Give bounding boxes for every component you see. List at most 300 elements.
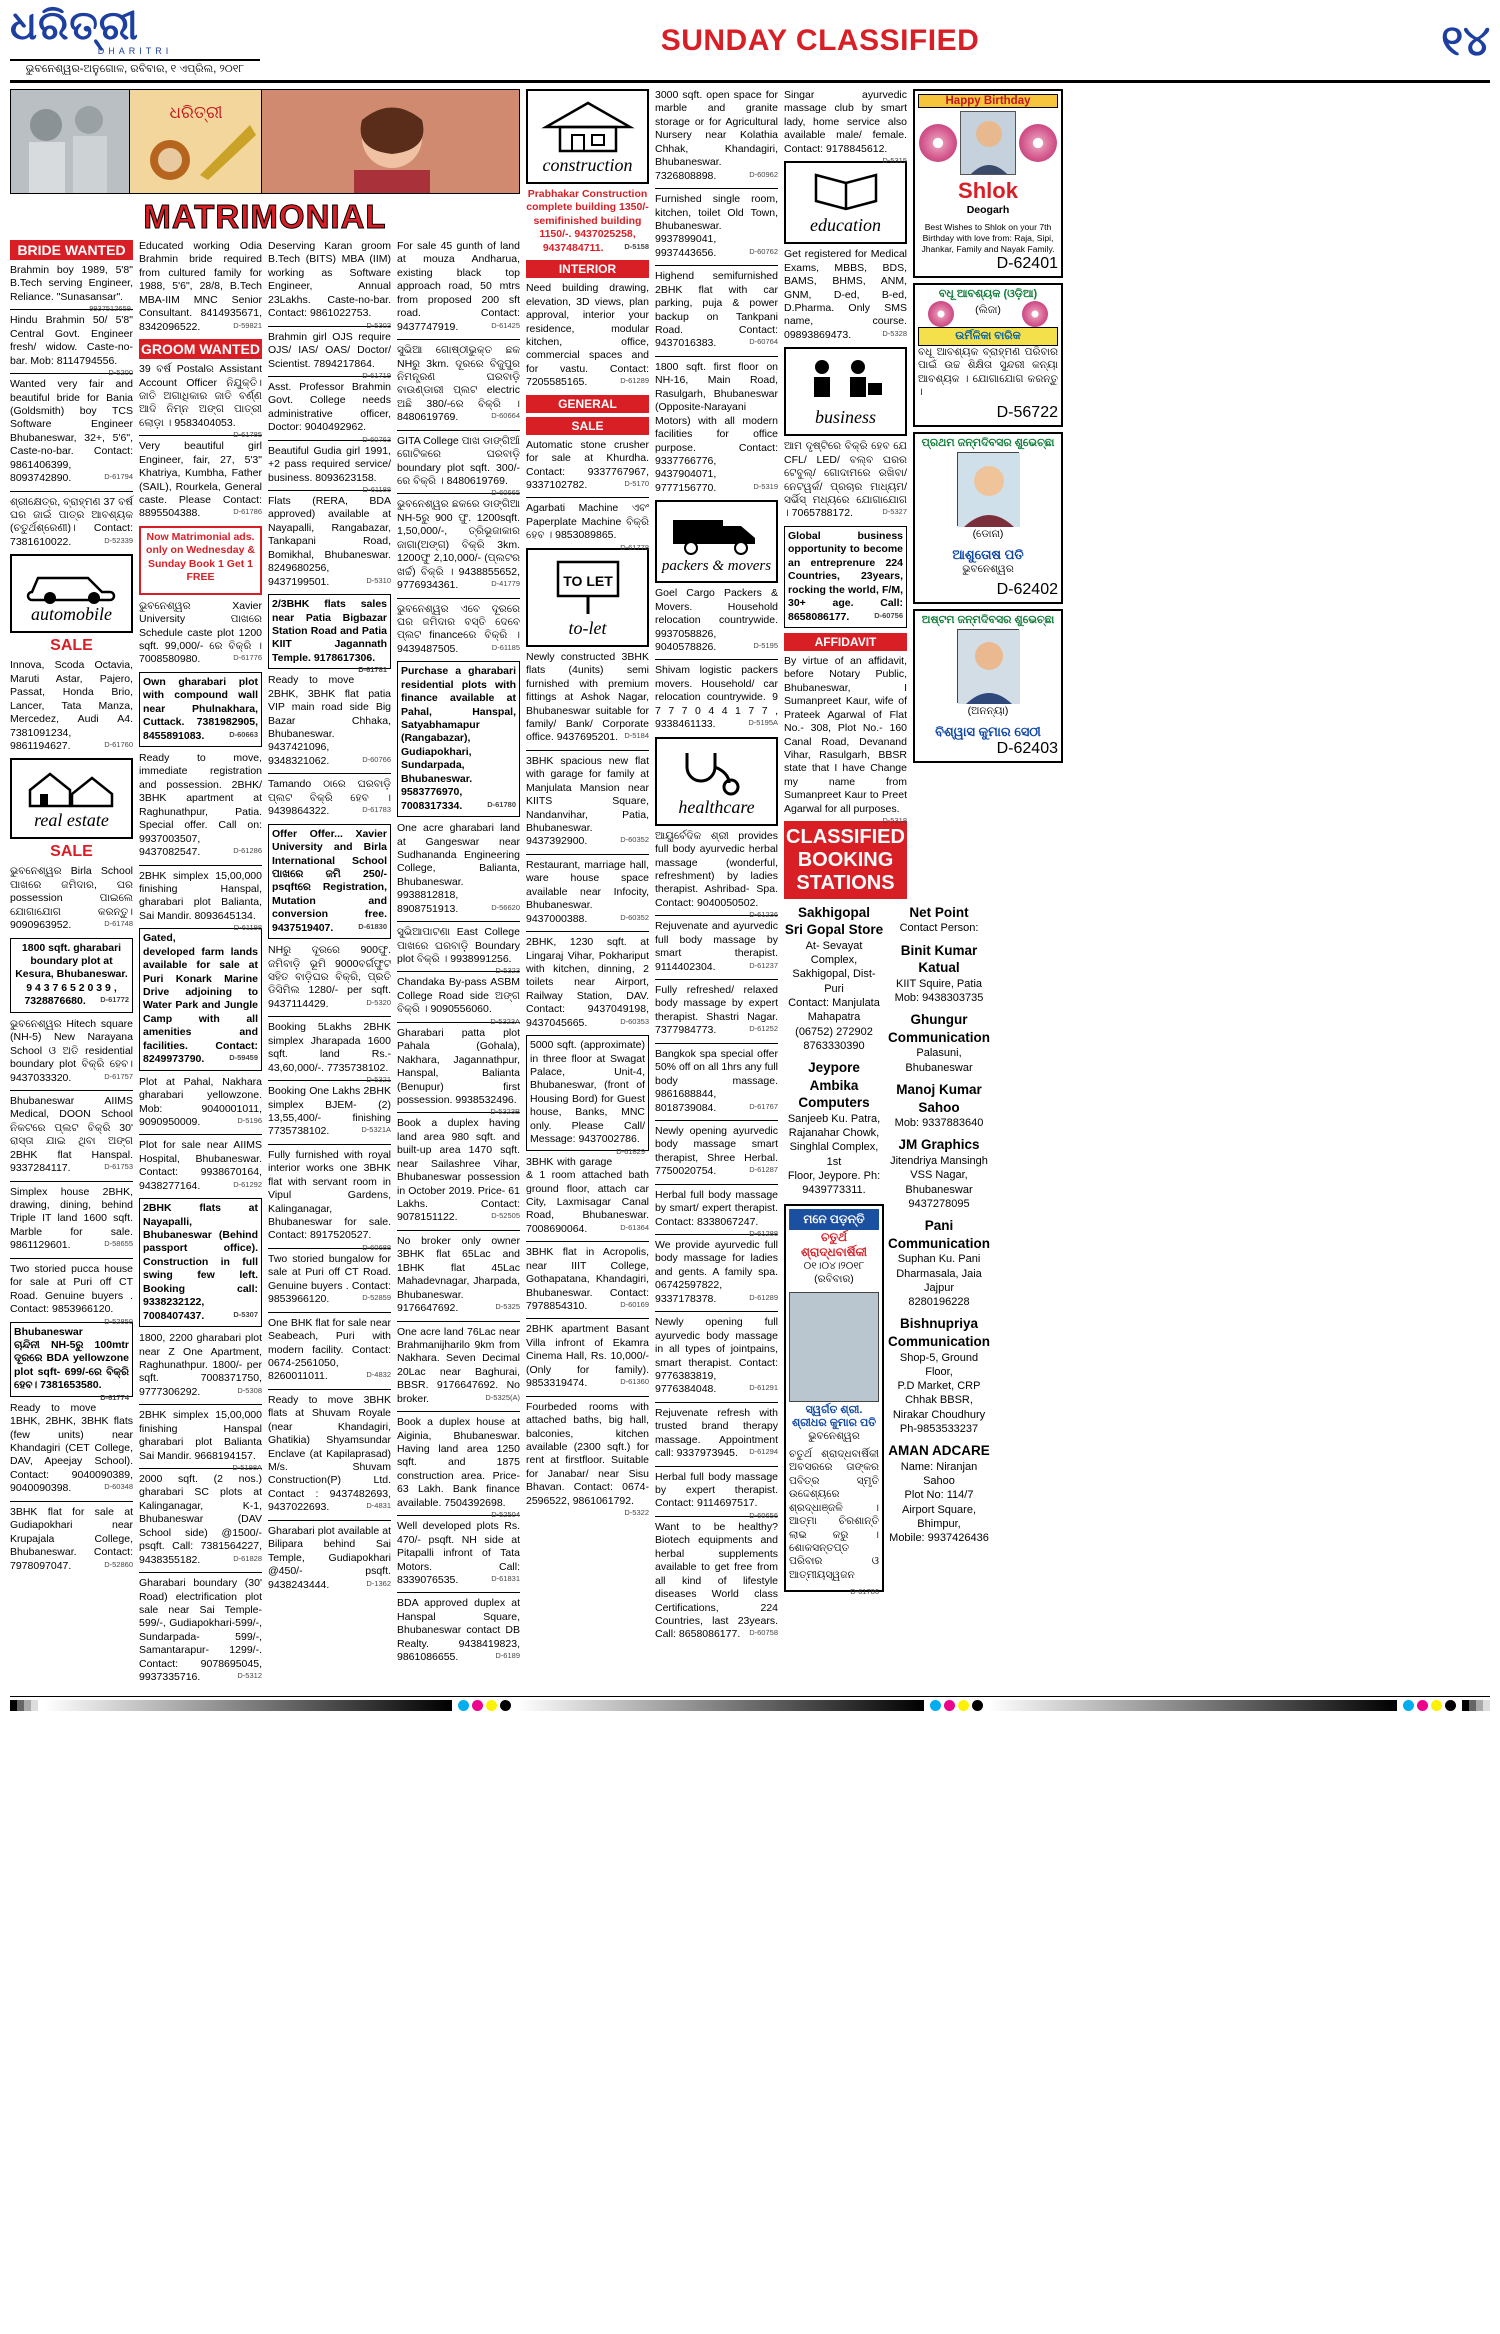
ad-item bbox=[10, 1095, 133, 1176]
ad-text: ଭୁବନେଶ୍ୱର ଏବେ ଦୂରରେ ଘର ଜମିଦାର ବସ୍ତି ଦେବେ ପ୍ଲଟ financeରେ ବିକ୍ରି । 9439487505. bbox=[397, 602, 520, 655]
station-name: Bishnupriya Communication bbox=[888, 1316, 991, 1349]
ad-text: 3BHK flat in Acropolis, near IIIT College, Gothapatana, Khandagiri, Bhubaneswar. Contact: 7978854310. bbox=[526, 1246, 649, 1312]
ad-text: One acre land 76Lac near Brahmanijharilo 9km from Nakhara. Seven Decimal 20Lac near Baghurai, BBSR. 9176647692. No broker. bbox=[397, 1325, 520, 1405]
station-line: Suphan Ku. Pani bbox=[897, 1253, 981, 1266]
ad-item bbox=[397, 1520, 520, 1587]
ad-code: D-5323A bbox=[490, 1016, 520, 1026]
ad-item bbox=[655, 829, 778, 920]
station-line: 8280196228 bbox=[908, 1296, 970, 1309]
bride-wanted-display-ad bbox=[913, 283, 1063, 428]
ad-code: D-60348 bbox=[104, 1482, 133, 1492]
education-label: education bbox=[810, 215, 881, 236]
ad-code: D-5319 bbox=[753, 481, 778, 491]
cmyk-dots-2 bbox=[930, 1700, 983, 1711]
ad-item bbox=[397, 1416, 520, 1520]
ad-item bbox=[268, 380, 391, 444]
ad-text: Ready to move 2BHK, 3BHK flat patia VIP main road side Big Bazar Chhaka, Bhubaneswar. 9437421096, 9348321062. bbox=[268, 674, 391, 767]
column-2 bbox=[139, 240, 262, 1690]
ad-subtitle: (ଡୋନା) bbox=[972, 528, 1004, 541]
ad-text: Ready to move, immediate registration and possession. 2BHK/ 3BHK apartment at Raghunathpur, Patia. Special offer. Call on: 9937003507, 9437082547. bbox=[139, 752, 262, 859]
ad-item bbox=[10, 314, 133, 378]
ad-subtitle: (ଅନନ୍ୟା) bbox=[967, 705, 1009, 718]
ad-text: ସୁଭିଆପାଟଣା East College ପାଖରେ ଘରବାଡ଼ି Boundary plot ବିକ୍ରି । 9938991256. bbox=[397, 926, 520, 965]
ad-text: ଭୁବନେଶ୍ୱର Hitech square (NH-5) New Narayana School ଓ ଅତି residential boundary plot ବିକ୍ରି ହେବ। 9437033320. bbox=[10, 1017, 133, 1084]
ad-text: Prabhakar Construction complete building 1350/- semifinished building 1150/-. 9437025258, 9437484711. bbox=[526, 188, 649, 254]
ad-code: D-61237 bbox=[749, 960, 778, 970]
ad-item bbox=[139, 240, 262, 334]
ad-item bbox=[10, 496, 133, 550]
matrimonial-promo bbox=[139, 526, 262, 595]
ad-code: D-52505 bbox=[491, 1211, 520, 1221]
ad-code: D-60766 bbox=[362, 754, 391, 764]
ad-code: D-60169 bbox=[620, 1300, 649, 1309]
birthday-message: Best Wishes to Shlok on your 7th Birthday with love from: Raja, Sipi, Jhankar, Family and Nayak Family. bbox=[921, 222, 1055, 254]
station-line: Dharmasala, Jaia bbox=[896, 1267, 982, 1280]
ad-item bbox=[526, 859, 649, 926]
ad-text: ଆୟୁର୍ବେଦିକ ଶ୍ରୀ provides full body ayurvedic herbal massage (wonderful, refreshment) by ladies therapist. Ashribad- Spa. Contact: 9040050502. bbox=[655, 829, 778, 909]
ad-text: Brahmin girl OJS require OJS/ IAS/ OAS/ Doctor/ Scientist. 7894217864. bbox=[268, 330, 391, 370]
ad-text: Furnished single room, kitchen, toilet Old Town, Bhubaneswar. 9937899041, 9937443656. bbox=[655, 193, 778, 259]
ad-code: D-5303 bbox=[366, 320, 391, 330]
ad-text: Hindu Brahmin 50/ 5'8" Central Govt. Engineer fresh/ widow. Caste-no-bar. Mob: 8114794556. bbox=[10, 314, 133, 367]
ad-code: D-5195 bbox=[753, 641, 778, 650]
ad-item-boxed bbox=[784, 526, 907, 628]
gradient-strip-1 bbox=[44, 1700, 452, 1711]
ad-text: Shivam logistic packers movers. Household/ car relocation countrywide. 9 7 7 7 0 4 4 1 7 7 , 9338461133. bbox=[655, 664, 778, 731]
ad-item bbox=[655, 270, 778, 351]
ad-text: Two storied pucca house for sale at Puri off CT Road. Genuine buyers . Contact: 9853966120. bbox=[10, 1262, 133, 1316]
ad-item bbox=[526, 1323, 649, 1390]
ad-text: ଭୁବନେଶ୍ୱର Birla School ପାଖରେ ଜମିଦାର, ଘର possession ପାଇଲେ ଯୋଗାଯୋଗ କରନ୍ତୁ। 9090963952. bbox=[10, 865, 133, 932]
section-interior: INTERIOR bbox=[526, 260, 649, 278]
ad-code: D-5308 bbox=[237, 1385, 262, 1395]
real-estate-section-icon bbox=[10, 758, 133, 839]
ad-text: Get registered for Medical Exams, MBBS, BDS, BAMS, BHMS, ANM, GNM, D-ed, B-ed, D.Pharma. Only SMS name, course. 09893869473. bbox=[784, 248, 907, 341]
banner-photo-bride bbox=[261, 90, 519, 193]
ad-item-boxed bbox=[526, 1035, 649, 1156]
station-line: Palasuni, Bhubaneswar bbox=[905, 1047, 973, 1074]
ad-text: Fourbeded rooms with attached baths, big hall, balconies, kitchen available (2300 sqft.) for rent at firstfloor. Suitable for Janabar/ near Sisu Bhavan. Contact: 0674-2596522, 9861061792. bbox=[526, 1400, 649, 1507]
packers-label: packers & movers bbox=[661, 558, 772, 575]
ad-code: D-56722 bbox=[996, 404, 1058, 422]
ad-code: D-61198 bbox=[233, 923, 262, 933]
birthday-place: Deogarh bbox=[966, 204, 1010, 216]
ad-text: Gharabari patta plot Pahala (Gohala), Nakhara, Jagannathpur, Hanspal, Balianta (Benupur) first possession. 9938532496. bbox=[397, 1026, 520, 1106]
ad-item bbox=[655, 89, 778, 183]
ad-code: D-60764 bbox=[749, 337, 778, 347]
cmyk-dots-1 bbox=[458, 1700, 511, 1711]
ad-code: D-61767 bbox=[749, 1101, 778, 1111]
ad-text: We provide ayurvedic full body massage for ladies and gents. A family spa. 06742597822, 9337178378. bbox=[655, 1239, 778, 1305]
ad-text: Highend semifurnished 2BHK flat with car parking, puja & power backup on Tankpani Road. Contact: 9437016383. bbox=[655, 270, 778, 350]
ad-text: 3BHK with garage & 1 room attached bath ground floor, attach car City, Laxmisagar Canal Road, Bhubaneswar. 7008690064. bbox=[526, 1155, 649, 1235]
ad-item bbox=[268, 1085, 391, 1139]
ad-item bbox=[526, 755, 649, 849]
ad-code: D-60763 bbox=[362, 434, 391, 444]
print-registration-footer bbox=[10, 1696, 1490, 1711]
ad-text: Newly opening full ayurvedic body massage in all types of jointpains, smart therapist. Contact: 9776383819, 9776384048. bbox=[655, 1316, 778, 1396]
ad-text: 3000 sqft. open space for marble and granite storage or for Agricultural Nursery near Kolathia Chhak, Khandagiri, Bhubaneswar. 7326808898. bbox=[655, 89, 778, 182]
ad-item-boxed bbox=[397, 661, 520, 817]
station-line: Mob: 9337883640 bbox=[894, 1117, 984, 1130]
station-line: 8763330390 bbox=[803, 1039, 865, 1052]
ad-item bbox=[784, 654, 907, 826]
ad-text: Educated working Odia Brahmin bride required from cultured family for 1988, 5'6", 28/8, B.Tech MBA-IIM MNC Senior Consultant. 8414935671, 8342096522. bbox=[139, 240, 262, 333]
automobile-section-icon bbox=[10, 554, 133, 633]
ad-text: BDA approved duplex at Hanspal Square, Bhubaneswar contact DB Realty. 9438419823, 9861086655. bbox=[397, 1597, 520, 1664]
station-line: (06752) 272902 bbox=[795, 1025, 873, 1038]
ad-text: Plot for sale near AIIMS Hospital, Bhubaneswar. Contact: 9938670164, 9438277164. bbox=[139, 1139, 262, 1192]
ad-title: ପ୍ରଥମ ଜନ୍ମଦିବସର ଶୁଭେଚ୍ଛା bbox=[921, 437, 1055, 450]
column-3 bbox=[268, 240, 391, 1690]
svg-text:TO LET: TO LET bbox=[562, 572, 613, 589]
station-line: Sanjeeb Ku. Patra, bbox=[787, 1112, 881, 1125]
ad-code: D-5158 bbox=[624, 241, 649, 251]
ad-code: D-61185 bbox=[491, 642, 520, 652]
ad-text: 3BHK spacious new flat with garage for family at Manjulata Mansion near KIITS Square, Nandanvihar, Patia, Bhubaneswar. 9437392900. bbox=[526, 754, 649, 848]
ad-text: 2BHK apartment Basant Villa infront of Ekamra Cinema Hall, Rs. 10,000/- (Only for family). 9853319474. bbox=[526, 1323, 649, 1390]
ad-text: Gharabari plot available at Bilipara behind Sai Temple, Gudiapokhari @450/- psqft. 9438243444. bbox=[268, 1524, 391, 1591]
ad-code: D-61776 bbox=[233, 653, 262, 663]
classified-grid bbox=[10, 89, 1490, 1690]
ad-item bbox=[526, 936, 649, 1030]
ad-code: D-5318 bbox=[882, 816, 907, 826]
ad-text: Herbal full body massage by smart/ expert therapist. Contact: 8338067247. bbox=[655, 1188, 778, 1228]
booking-line-1: CLASSIFIED bbox=[786, 825, 905, 848]
section-affidavit: AFFIDAVIT bbox=[784, 633, 907, 651]
station-line: Rajanahar Chowk, bbox=[788, 1127, 880, 1140]
ad-text: Want to be healthy? Biotech equipments and herbal supplements available to get free from all kind of lifestyle diseases World class Certifications, 224 Countries, last 23years. Call: 8658086177. bbox=[655, 1520, 778, 1641]
ad-code: D-52860 bbox=[104, 1559, 133, 1569]
ad-text: Newly constructed 3BHK flats (4units) semi furnished with premium fittings at Ashok Nagar, Bhubaneswar suitable for family/ Bank/ Corporate office. 9437695201. bbox=[526, 650, 649, 744]
ad-code: D-5320 bbox=[366, 997, 391, 1007]
ad-text: 2BHK, 1230 sqft. at Lingaraj Vihar, Pokhariput with kitchen, dinning, 2 toilets near Airport, Railway Station, DAV. Contact: 9437049198, 9437045665. bbox=[526, 936, 649, 1029]
ad-item bbox=[268, 944, 391, 1011]
ad-text: Own gharabari plot with compound wall near Phulnakhara, Cuttack. 7381982905, 8455891083. bbox=[143, 675, 258, 742]
station-line: 9439773311. bbox=[802, 1184, 866, 1197]
ad-item bbox=[139, 1076, 262, 1130]
ad-text: Wanted very fair and beautiful bride for Bania (Goldsmith) boy TCS Software Engineer Bhubaneswar, 32+, 5'6", Caste-no-bar. Contact: 9861406399, 8093742890. bbox=[10, 378, 133, 485]
ad-text: Bhubaneswar AIIMS Medical, DOON School ନିକଟରେ ପ୍ଲଟ ବିକ୍ରି 30' ରାସ୍ତା ଯାଇ ଥିବା ଅଙ୍ଗ 2BHK flat Hanspal. 9337284117. bbox=[10, 1094, 133, 1175]
ad-item bbox=[655, 1125, 778, 1179]
station-name: Ghungur Communication bbox=[888, 1012, 991, 1045]
ad-item bbox=[526, 1156, 649, 1237]
ad-text: Singar ayurvedic massage club by smart lady, home service also available male/ female. Contact: 9178845612. bbox=[784, 89, 907, 155]
right-rail bbox=[913, 89, 1063, 1690]
ad-code: D-4832 bbox=[366, 1370, 391, 1380]
ad-item bbox=[397, 1597, 520, 1664]
ad-code: D-5184 bbox=[624, 731, 649, 741]
station-name: Net Point bbox=[909, 904, 969, 920]
ad-code: D-6189 bbox=[495, 1651, 520, 1661]
ad-code: D-61748 bbox=[104, 919, 133, 929]
ad-code: D-5310 bbox=[366, 575, 391, 585]
banner-photo-instruments bbox=[129, 90, 261, 193]
ad-code: D-60352 bbox=[620, 835, 649, 845]
ad-code: D-5325(A) bbox=[485, 1392, 520, 1402]
first-birthday-ad bbox=[913, 432, 1063, 604]
section-bride-wanted: BRIDE WANTED bbox=[10, 240, 133, 260]
ad-text: Flats (RERA, BDA approved) available at Nayapalli, Rangabazar, Tankapani Road, Bomikhal, Bhubaneswar. 8249680256, 9437199501. bbox=[268, 495, 391, 588]
sale-label: SALE bbox=[50, 637, 93, 655]
ad-item bbox=[139, 363, 262, 440]
ad-item bbox=[268, 1021, 391, 1085]
flower-decoration-icon bbox=[1019, 124, 1057, 162]
ad-item bbox=[268, 1525, 391, 1592]
ad-text: Global business opportunity to become an entreprenure 224 Countries, 23years, rocking the world, F/M, 30+ age. Call: 8658086177. bbox=[788, 529, 903, 623]
ad-text: Rejuvenate and ayurvedic full body massage by smart therapist. 9114402304. bbox=[655, 920, 778, 973]
station-name: Pani Communication bbox=[888, 1218, 991, 1251]
ad-item bbox=[526, 282, 649, 390]
ad-text: 2BHK flats at Nayapalli, Bhubaneswar (Behind passport office). Construction in full swing few left. Booking call: 9338232122, 7008407437. bbox=[143, 1202, 258, 1322]
ad-code: D-5321A bbox=[361, 1125, 391, 1135]
ad-code: D-60762 bbox=[749, 246, 778, 256]
ad-item bbox=[655, 664, 778, 731]
ad-item-boxed bbox=[268, 824, 391, 940]
ad-text: 2BHK simplex 15,00,000 finishing Hanspal, gharabari plot Balianta, Sai Mandir. 8093645134. bbox=[139, 869, 262, 922]
ad-code: D-61286 bbox=[233, 846, 262, 856]
ad-code: D-60665 bbox=[491, 488, 520, 498]
ad-text: 1800 sqft. first floor on NH-16, Main Road, Rasulgarh, Bhubaneswar (Opposite-Narayani Motors) with all modern facilities for office purpose. Contact: 9337766776, 9437904071, 9777156770. bbox=[655, 360, 778, 494]
ad-text: By virtue of an affidavit, before Notary Public, Bhubaneswar, I Sumanpreet Kaur, wife of Prateek Agarwal of Flat No.- 308, Plot No.- 160 Canal Road, Devanand Vihar, Rasulgarh, BBSR state that I have Change my name from Sumanpreet Kaur to Preet Agarwal for all purposes. bbox=[784, 654, 907, 815]
station-line: Chhak BBSR, bbox=[905, 1394, 973, 1407]
station-line: Contact: Manjulata bbox=[788, 997, 880, 1010]
ad-code: D-5200 bbox=[108, 368, 133, 378]
station-line: Floor, Jeypore. Ph: bbox=[787, 1170, 881, 1183]
shraddha-body: ଚତୁର୍ଥ ଶ୍ରାଦ୍ଧବାର୍ଷିକୀ ଅବସରରେ ତାଙ୍କର ପବିତ୍ର ସ୍ମୃତି ଉଦ୍ଦେଶ୍ୟରେ ଶ୍ରଦ୍ଧାଞ୍ଜଳି । ଆତ୍ମା ଚିରଶାନ୍ତି ଲାଭ କରୁ । ଶୋକସନ୍ତପ୍ତ ପରିବାର ଓ ଆତ୍ମୀୟସ୍ୱଜନ bbox=[789, 1447, 879, 1581]
ad-item bbox=[268, 240, 391, 330]
shraddha-photo bbox=[789, 1292, 879, 1402]
ad-text: Very beautiful girl Engineer, fair, 27, 5'3" Khatriya, Kumbha, Father (SAIL), Rourkela, General caste. Please Contact: 8895504388. bbox=[139, 440, 262, 520]
ad-item bbox=[397, 976, 520, 1026]
ad-text: Bangkok spa special offer 50% off on all 1hrs any full body massage. 9861688844, 8018739084. bbox=[655, 1047, 778, 1114]
ad-text: ଶ୍ରୀକ୍ଷେତ୍ର, ବ୍ରାହ୍ମଣ 37 ବର୍ଷ ଘର ଜାଇଁ ପାତ୍ର ଆବଶ୍ୟକ (ଚତୁର୍ଥଶ୍ରେଣୀ)। Contact: 7381610022. bbox=[10, 495, 133, 548]
newspaper-logo bbox=[10, 6, 260, 76]
ad-item bbox=[139, 1473, 262, 1567]
ad-code: D-61292 bbox=[233, 1179, 262, 1189]
ad-code: D-52859 bbox=[362, 1293, 391, 1303]
station-line: Mahapatra bbox=[807, 1011, 861, 1024]
shraddha-name: ସ୍ୱର୍ଗତ ଶ୍ରୀ. ଶ୍ରୀଧର କୁମାର ପତି bbox=[791, 1403, 877, 1429]
ad-text: Ready to move 1BHK, 2BHK, 3BHK flats (few units) near Khandagiri (CET College, DAV, Apeejay School). Contact: 9040090389, 9040090398. bbox=[10, 1401, 133, 1495]
ad-item-boxed bbox=[10, 938, 133, 1013]
ad-text: One BHK flat for sale near Seabeach, Puri with modern facility. Contact: 0674-2561050, 8260011011. bbox=[268, 1316, 391, 1383]
ad-text: Offer Offer... Xavier University and Birla International School ପାଖରେ ଜମି 250/- psqftରେ Registration, Mutation and conversion free. 9437519407. bbox=[272, 827, 387, 934]
business-section-icon bbox=[784, 347, 907, 436]
ad-code: D-60688 bbox=[362, 1242, 391, 1252]
shraddha-subheader: ଚତୁର୍ଥ ଶ୍ରାଦ୍ଧବାର୍ଷିକୀ bbox=[800, 1229, 868, 1259]
ad-item bbox=[10, 865, 133, 932]
ad-code: D-5323 bbox=[495, 966, 520, 976]
ad-code: D-61188 bbox=[362, 485, 391, 494]
ad-name: ବିଶ୍ୱାସ କୁମାର ସେଠୀ bbox=[935, 723, 1041, 739]
ad-code: D-60664 bbox=[491, 411, 520, 421]
ad-code: D-5322 bbox=[624, 1508, 649, 1518]
ad-code: D-52339 bbox=[104, 535, 133, 545]
ad-code: D-61780 bbox=[487, 799, 516, 809]
station-line: Contact Person: bbox=[899, 922, 979, 935]
ad-item bbox=[655, 1188, 778, 1238]
ad-text: Booking 5Lakhs 2BHK simplex Jharapada 1600 sqft. land Rs.- 43,60,000/-. 7735738102. bbox=[268, 1021, 391, 1074]
ad-item bbox=[655, 587, 778, 654]
station-line: KIIT Squire, Patia bbox=[896, 977, 983, 990]
ad-text: Booking One Lakhs 2BHK simplex BJEM- (2) 13,55,400/- finishing 7735738102. bbox=[268, 1085, 391, 1138]
registration-bars-left bbox=[10, 1700, 38, 1711]
station-name: JM Graphics bbox=[898, 1137, 980, 1153]
ad-body: ବଧୂ ଆବଶ୍ୟକ ବ୍ରାହ୍ମଣ ପରିବାର ପାଇଁ ଉଚ୍ଚ ଶିକ୍ଷିତା ସୁନ୍ଦରୀ କନ୍ୟା ଆବଶ୍ୟକ । ଯୋଗାଯୋଗ କରନ୍ତୁ । bbox=[918, 345, 1058, 398]
ad-text: ଭୁବନେଶ୍ୱର ଛକରେ ଡାଙ୍ଗିଆ NH-5ରୁ 900 ଫୁ. 1200sqft. 1,50,000/-, ତ୍ରିଭୂଜାକାର ଜାଗା(ଅଙ୍ଗ) ବିକ୍ରି 3km. 1200ଫୁ 2,10,000/- (ପ୍ଲଟର ଖର୍ଚ୍ଚ) ବିକ୍ରି । 9438855652, 9776934361. bbox=[397, 498, 520, 592]
ad-code: D-61828 bbox=[233, 1553, 262, 1563]
ad-text: Tamando ଠାରେ ଘରବାଡ଼ି ପ୍ଲଟ ବିକ୍ରି ହେବ । 9439864322. bbox=[268, 778, 391, 818]
ad-text: Newly opening ayurvedic body massage smart therapist, Shree Herbal. 7750020754. bbox=[655, 1124, 778, 1178]
ad-item bbox=[397, 1326, 520, 1407]
ad-code: D-5323B bbox=[490, 1107, 520, 1117]
ad-text: 1800, 2200 gharabari plot near Z One Apartment, Raghunathpur. 1800/- per sqft. 7008371750, 9777306292. bbox=[139, 1332, 262, 1398]
ad-item bbox=[397, 1026, 520, 1117]
ad-text: 5000 sqft. (approximate) in three floor at Swagat Palace, Unit-4, Bhubaneswar, (front of Housing Bord) for Guest house, Banks, MNC only. Please Call/ Message: 9437002786. bbox=[530, 1039, 645, 1146]
ad-text: No broker only owner 3BHK flat 65Lac and 1BHK flat 45Lac Mahadevnagar, Jharpada, Bhubaneswar. 9176647692. bbox=[397, 1234, 520, 1315]
ad-code: D-61291 bbox=[749, 1383, 778, 1393]
ad-item bbox=[139, 440, 262, 521]
ad-text: Beautiful Gudia girl 1991, +2 pass required service/ business. 8093623158. bbox=[268, 444, 391, 484]
ad-code: D-60353 bbox=[620, 1016, 649, 1026]
ad-item bbox=[139, 1139, 262, 1193]
ad-item bbox=[655, 361, 778, 495]
ad-code: D-61360 bbox=[620, 1377, 649, 1387]
ad-code: D-5195A bbox=[748, 718, 778, 728]
ad-code: D-60656 bbox=[749, 1510, 778, 1520]
ad-item bbox=[655, 1521, 778, 1642]
station-line: Jajpur bbox=[924, 1281, 954, 1294]
station-line: 9437278095 bbox=[908, 1197, 970, 1210]
ad-code: D-61783 bbox=[362, 805, 391, 815]
ad-item bbox=[139, 1332, 262, 1399]
ad-text: Plot at Pahal, Nakhara gharabari yellowzone. Mob: 9040001011, 9090950009. bbox=[139, 1075, 262, 1128]
ad-code: D-5198A bbox=[232, 1463, 262, 1472]
birthday-header: Happy Birthday bbox=[918, 94, 1058, 108]
section-general-sale: SALE bbox=[526, 417, 649, 435]
booking-station bbox=[784, 1059, 884, 1197]
ad-item bbox=[397, 926, 520, 976]
station-line: Airport Square, Bhimpur, bbox=[902, 1503, 976, 1531]
ad-item-boxed bbox=[139, 672, 262, 747]
ad-code: D-61760 bbox=[104, 739, 133, 749]
ad-code: D-61287 bbox=[749, 1165, 778, 1175]
ad-code: D-5196 bbox=[237, 1115, 262, 1125]
ad-item bbox=[268, 444, 391, 494]
station-line: VSS Nagar, Bhubaneswar bbox=[905, 1169, 973, 1196]
ad-item bbox=[655, 1048, 778, 1115]
ad-code: D-1362 bbox=[366, 1578, 391, 1588]
ad-text: Need building drawing, elevation, 3D views, plan approval, interior your residence, modular kitchen, office, commercial spaces and for vastu. Contact: 7205585165. bbox=[526, 282, 649, 389]
ad-title: ଅଷ୍ଟମ ଜନ୍ମଦିବସର ଶୁଭେଚ୍ଛା bbox=[921, 614, 1055, 627]
ad-code: D-61753 bbox=[104, 1162, 133, 1172]
ad-code: D-61289 bbox=[749, 1292, 778, 1302]
ad-code: 9937512659. bbox=[89, 304, 133, 314]
column-6 bbox=[655, 89, 778, 1690]
ad-code: D-61778 bbox=[620, 542, 649, 552]
ad-item bbox=[10, 1506, 133, 1573]
ad-item bbox=[10, 264, 133, 314]
healthcare-label: healthcare bbox=[678, 796, 755, 817]
ad-text: Book a duplex having land area 980 sqft. and built-up area 1470 sqft. near Sailashree Vihar, Bhubaneswar possession in October 2019. Price- 61 Lakhs. Contact: 9078151122. bbox=[397, 1117, 520, 1224]
column-1 bbox=[10, 240, 133, 1690]
ad-text: Asst. Professor Brahmin Govt. College needs administrative officer, Doctor: 9040492962. bbox=[268, 380, 391, 434]
ad-code: D-61781 bbox=[358, 665, 387, 675]
ad-code: D-62403 bbox=[996, 739, 1058, 757]
ad-code: D-61288 bbox=[749, 1229, 778, 1238]
page-number: ୧୪ bbox=[1441, 16, 1490, 64]
column-5 bbox=[526, 89, 649, 1690]
ad-code: D-61719 bbox=[362, 370, 391, 380]
ad-item bbox=[655, 984, 778, 1038]
registration-bars-right bbox=[1462, 1700, 1490, 1711]
ad-item bbox=[268, 1148, 391, 1252]
child-photo bbox=[957, 629, 1019, 703]
ad-code: D-61785 bbox=[233, 430, 262, 440]
ad-item bbox=[655, 1407, 778, 1461]
ad-text: Gharabari boundary (30' Road) electrification plot sale near Sai Temple-599/-, Gudiapokhari-599/-, Sundarpada- 599/-, Samantarapur- 1299/-. Contact: 9078695045, 9937335716. bbox=[139, 1577, 262, 1684]
ad-code: D-59459 bbox=[229, 1053, 258, 1063]
section-groom-wanted: GROOM WANTED bbox=[141, 341, 260, 358]
ad-text: Ready to move 3BHK flats at Shuvam Royale (near Khandagiri, Ghatikia) Shyamsundar Enclave (at Kapilaprasad) M/s. Shuvam Construction(P) Ltd. Contact : 9437482693, 9437022693. bbox=[268, 1393, 391, 1514]
ad-text: Two storied bungalow for sale at Puri off CT Road. Genuine buyers . Contact: 9853966120. bbox=[268, 1252, 391, 1306]
logo-latin-text: DHARITRI bbox=[97, 46, 173, 56]
ad-name: ଉର୍ମିଳିକା ବାରିକ bbox=[918, 327, 1058, 346]
ad-code: D-60352 bbox=[620, 912, 649, 922]
station-name: Jeypore bbox=[808, 1060, 860, 1076]
station-line: Name: Niranjan Sahoo bbox=[900, 1460, 978, 1488]
ad-code: D-41779 bbox=[491, 579, 520, 589]
ad-code: D-61794 bbox=[104, 472, 133, 482]
ad-code: D-60663 bbox=[229, 729, 258, 739]
ad-item bbox=[268, 330, 391, 380]
station-line: Sakhigopal, Dist-Puri bbox=[792, 968, 876, 995]
ad-item bbox=[10, 1262, 133, 1326]
ad-subtitle: (ଲିଜା) bbox=[975, 304, 1001, 317]
ad-code: D-56620 bbox=[491, 902, 520, 912]
ad-item-boxed bbox=[139, 1198, 262, 1327]
gradient-strip-2 bbox=[517, 1700, 925, 1711]
ad-text: 39 ବର୍ଷ Postalର Assistant Account Officer ନିଯୁକ୍ତି। ଜାତି ଅଗାଧିକାର ଜାତି ବର୍ଣ୍ଣ ଆଦି ନିମ୍ନ ଅଙ୍ଗ ପାତ୍ରୀ ଲୋଡ଼ା । 9583404053. bbox=[139, 363, 262, 429]
ad-item bbox=[139, 869, 262, 933]
ad-code: D-61786 bbox=[850, 1587, 879, 1597]
ad-item bbox=[655, 920, 778, 974]
ad-code: D-5315 bbox=[882, 156, 907, 166]
ad-item bbox=[526, 1246, 649, 1313]
station-line: At- Sevayat Complex, bbox=[805, 939, 863, 967]
station-line: Shop-5, Ground Floor, bbox=[899, 1351, 979, 1378]
station-line: Plot No: 114/7 bbox=[904, 1489, 974, 1502]
ad-code: D-61425 bbox=[491, 320, 520, 330]
tolet-section-icon bbox=[526, 548, 649, 647]
ad-text: ଭୁବନେଶ୍ୱର Xavier University ପାଖରେ Schedule caste plot 1200 sqft. 99,000/- ରେ ବିକ୍ରି । 7008580980. bbox=[139, 599, 262, 666]
ad-item bbox=[268, 495, 391, 589]
construction-section-icon bbox=[526, 89, 649, 184]
ad-item bbox=[526, 1400, 649, 1518]
ad-item bbox=[10, 1402, 133, 1496]
ad-item bbox=[397, 822, 520, 916]
ad-code: D-61772 bbox=[100, 995, 129, 1005]
station-line: Nirakar Choudhury bbox=[892, 1408, 986, 1421]
ad-item bbox=[139, 600, 262, 667]
ad-code: D-61236 bbox=[749, 910, 778, 920]
ad-text: Well developed plots Rs. 470/- psqft. NH side at Pitapalli infront of Tata Motors. Call: 8339076535. bbox=[397, 1520, 520, 1586]
ad-item bbox=[526, 502, 649, 552]
ad-code: D-61830 bbox=[358, 921, 387, 931]
ad-text: ଆମ ଦୃଷ୍ଟିରେ ବିକ୍ରି ହେବ ଯେ CFL/ LED/ ବଲ୍ବ ଘରର ଟେବୁଲ୍/ ଗୋଦାମରେ ରଖିବା/ ନେଟୱର୍କ/ ପ୍ରଚାର ମାଧ୍ୟମ/ ସର୍ଭିସ୍ ମଧ୍ୟରେ ଯୋଗାଯୋଗ । 7065788172. bbox=[784, 440, 907, 520]
ad-code: D-58655 bbox=[104, 1239, 133, 1249]
